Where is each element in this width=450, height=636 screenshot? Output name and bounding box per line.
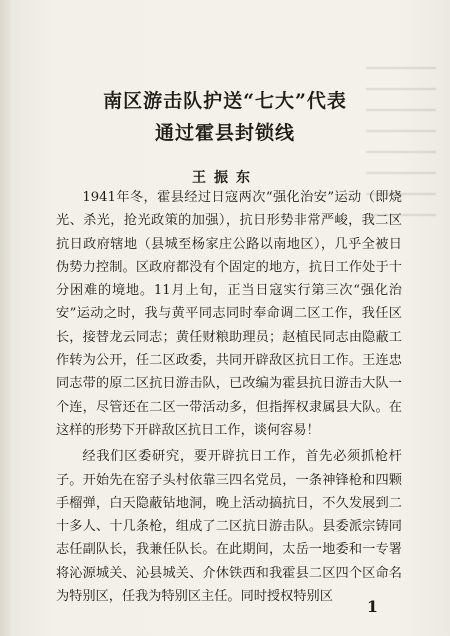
article-body: [56, 186, 402, 608]
article-author: 王振东: [192, 170, 258, 186]
article-title-line-1: 南区游击队护送“七大”代表: [103, 90, 347, 112]
body-paragraph-1: 1941年冬，霍县经过日寇两次“强化治安”运动（即烧光、杀光，抢光政策的加强），抗日形势非常严峻，我二区抗日政府辖地（县城至杨家庄公路以南地区），几乎全被日伪势力控制。区政府都没有个固定的地方，抗日工作处于十分困难的境地。11月上旬，正当日寇实行第三次“强化治安”运动之时，我与黄平同志同时奉命调二区工作，我任区长，接替龙云同志；黄任财粮助理员；赵植民同志由隐蔽工作转为公开，任二区政委，共同开辟敌区抗日工作。王连忠同志带的原二区抗日游击队，已改编为霍县抗日游击大队一个连，尽管还在二区一带活动多，但指挥权隶属县大队。在这样的形势下开辟敌区抗日工作，谈何容易！: [56, 190, 402, 438]
article-title-line-2: 通过霍县封锁线: [154, 122, 295, 144]
page-number: 1: [366, 597, 378, 616]
body-paragraph-2: 经我们区委研究，要开辟抗日工作，首先必须抓枪杆子。开始先在窑子头村依靠三四名党员，一条神锋枪和四颗手榴弹，白天隐蔽钻地洞，晚上活动搞抗日，不久发展到二十多人、十几条枪，组成了二区抗日游击队。县委派宗铸同志任副队长，我兼任队长。在此期间，太岳一地委和一专署将沁源城关、沁县城关、介休铁西和我霍县二区四个区命名为特别区，任我为特别区主任。同时授权特别区: [56, 449, 402, 605]
